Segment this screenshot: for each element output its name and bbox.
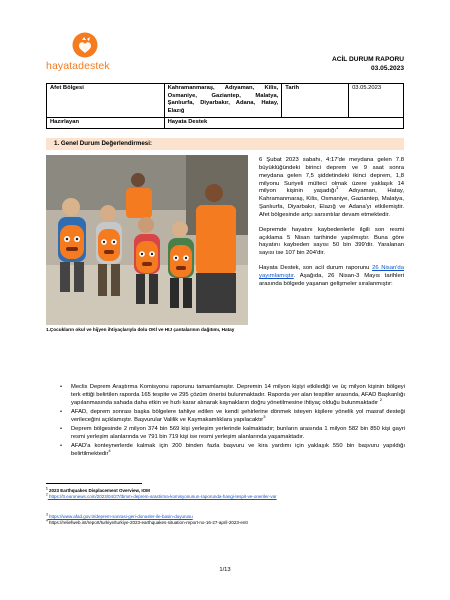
- section-header: 1. Genel Durum Değerlendirmesi:: [46, 138, 404, 150]
- paragraph: [259, 157, 404, 220]
- footnote-text: 2023 Earthquakes Displacement Overview, IOM: [47, 488, 150, 493]
- list-item-text: AFAD, deprem sonrası başka bölgelere tahliye edilen ve kendi şehirlerine dönmek isteyen kişilere yönelik yol masraf desteği verileceğini açıklamıştır. Başvurular Valilik ve Kaymakamlıklara yapılacaktır: [71, 408, 405, 423]
- footnotes: [46, 488, 406, 526]
- paragraph: [259, 265, 404, 289]
- prepared-by-value: Hayata Destek: [164, 117, 403, 128]
- date-label: Tarih: [282, 84, 349, 118]
- footnote-ref: 4: [108, 448, 111, 454]
- table-row: [47, 117, 404, 128]
- footnote-number: 2: [46, 492, 48, 497]
- footnote-divider: [46, 483, 142, 484]
- children-backpacks-photo: [46, 155, 248, 325]
- prepared-by-label: Hazırlayan: [47, 117, 165, 128]
- list-item: [57, 426, 405, 442]
- paragraph-text: Adıyaman, Hatay, Kahramanmaraş, Kilis, Osmaniye, Gaziantep, Malatya, Şanlıurfa, Diyarbakır, Elazığ ve Adana'yı etkilemiştir. Afet bölgesinde artçı sarsıntılar devam etmektedir.: [259, 188, 404, 218]
- list-item: [57, 409, 405, 425]
- region-value: Kahramanmaraş, Adıyaman, Kilis, Osmaniye, Gaziantep, Malatya, Şanlıurfa, Diyarbakır, Adana, Hatay, Elazığ: [164, 84, 282, 118]
- footnote: [46, 520, 406, 526]
- list-item-text: Meclis Deprem Araştırma Komisyonu raporunu tamamlamıştır. Depremin 14 milyon kişiyi etkilediği ve üç milyon kişinin bölgeyi terk ettiği belirtilen raporda 165 tespite ve 295 çözüm önerisi bulunmaktadır. Raporda yer alan tespitler arasında, AFAD Başkanlığı yapılanmasında sahada daha etkin ve hızlı karar alınarak kaynakların doğru yönetilmesine ihtiyaç olduğu bulunmaktadır: [71, 384, 405, 406]
- footnote-link[interactable]: https://www.afad.gov.tr/deprem-sonrasi-geri-donusler-ile-basin-duyurusu: [47, 514, 193, 520]
- paragraph-text: 6 Şubat 2023 sabahı, 4:17'de meydana gelen 7.8 büyüklüğündeki birinci deprem ve 9 saat sonra meydana gelen 7,5 şiddetindeki ikinci deprem, 1,8 milyonu Suriyeli mülteci olmak üzere yaklaşık 14 milyon kişinin yaşadığı: [259, 157, 404, 195]
- list-item-text: Deprem bölgesinde 2 milyon 374 bin 569 kişi yerleşim yerlerinde kalmaktadır; bunların arasında 1 milyon 582 bin 850 kişi gayri resmi yerleşim alanlarında ve 791 bin 719 kişi ise resmi yerleşim alanlarında yaşamaktadır.: [71, 426, 405, 440]
- footnote-ref: 1: [335, 185, 339, 191]
- list-item: [57, 384, 405, 407]
- date-value: 03.05.2023: [349, 84, 404, 118]
- report-date: 03.05.2023: [370, 64, 404, 72]
- footnote-ref: 2: [379, 396, 382, 402]
- footnote-link[interactable]: https://tr.euronews.com/2023/04/27/tbmm-deprem-arastirma-komisyonunun-raporunda-hangi-tespit-ve-oneriler-var: [47, 494, 277, 500]
- paragraph-text: . Aşağıda, 26 Nisan-3 Mayıs tarihleri arasında bölgede yaşanan gelişmeler sıralanmıştır:: [259, 272, 404, 287]
- developments-list: [57, 384, 405, 460]
- heart-hand-logo-icon: [72, 32, 98, 58]
- footnote-link[interactable]: https://reliefweb.int/report/turkiye/turkiye-2023-earthquakes-situation-report-no-16-27-april-2023-entr: [47, 520, 249, 526]
- report-link[interactable]: 26 Nisan'da yayımlamıştır: [259, 265, 404, 279]
- info-table: [46, 83, 404, 129]
- photo-illustration: [46, 155, 248, 325]
- situation-summary: [259, 157, 404, 296]
- footnote-number: 4: [46, 518, 48, 523]
- report-title: ACİL DURUM RAPORU: [331, 56, 404, 63]
- table-row: [47, 84, 404, 118]
- footnote-number: 1: [46, 486, 48, 491]
- hayata-destek-logo: [46, 32, 126, 74]
- list-item-text: AFAD'a konteynerlerde kalmak için 200 binden fazla başvuru ve kira yardımı için yaklaşık 550 bin başvuru yapıldığı belirtilmektedir: [71, 443, 405, 457]
- footnote-ref: 3: [263, 413, 266, 419]
- report-title-block: [332, 56, 404, 74]
- photo-caption: 1.Çocukların okul ve hijyen ihtiyaçlarıyla dolu OKİ ve HIJ çantalarının dağıtımı, Hatay: [46, 327, 235, 332]
- footnote-number: 3: [46, 512, 48, 517]
- page-number: 1/13: [219, 567, 231, 573]
- paragraph: Depremde hayatını kaybedenlerle ilgili son resmi açıklama 5 Nisan tarihinde yapılmıştır. Buna göre hayatını kaybeden sayısı 50 bin 399'dir. Yaralanan sayısı ise 107 bin 204'dir.: [259, 226, 404, 257]
- logo-text: hayatadestek: [46, 60, 110, 72]
- list-item: [57, 443, 405, 459]
- region-label: Afet Bölgesi: [47, 84, 165, 118]
- paragraph-text: Hayata Destek, son acil durum raporunu: [259, 265, 373, 272]
